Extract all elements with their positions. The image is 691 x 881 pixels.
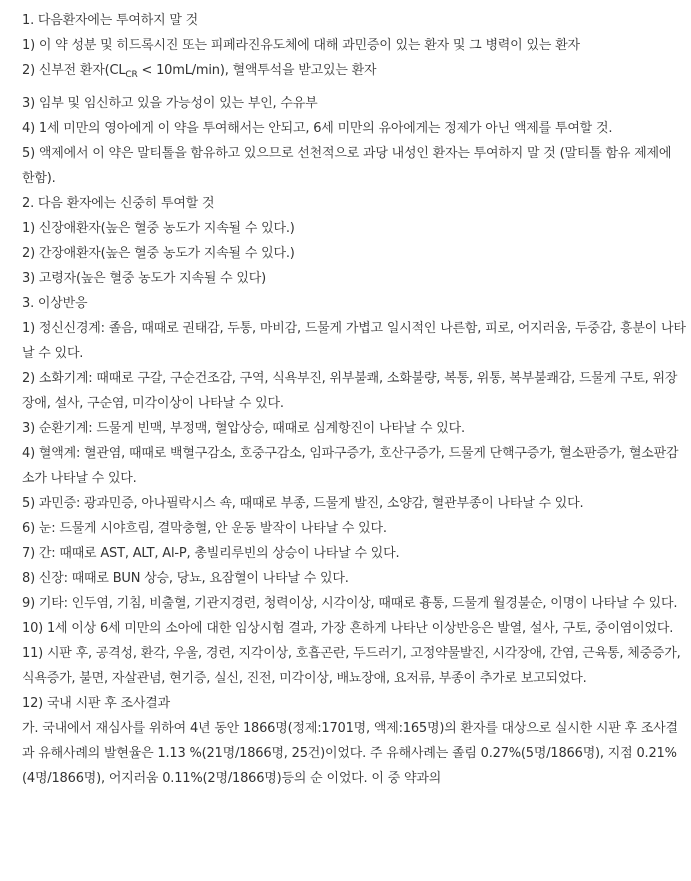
list-item-postmarketing-heading: 12) 국내 시판 후 조사결과 xyxy=(22,696,170,711)
list-item-renal-failure xyxy=(22,58,686,88)
list-item: 1) 정신신경계: 졸음, 때때로 권태감, 두통, 마비감, 드물게 가볍고 일시적인 나른함, 피로, 어지러움, 두중감, 흥분이 나타날 수 있다. xyxy=(22,321,686,361)
list-item: 3) 고령자(높은 혈중 농도가 지속될 수 있다) xyxy=(22,271,267,286)
document-body xyxy=(22,8,686,791)
list-item: 8) 신장: 때때로 BUN 상승, 당뇨, 요잠혈이 나타날 수 있다. xyxy=(22,571,349,586)
list-item: 4) 1세 미만의 영아에게 이 약을 투여해서는 안되고, 6세 미만의 유아에게는 정제가 아닌 액제를 투여할 것. xyxy=(22,121,613,136)
list-item-postmarketing-results: 가. 국내에서 재심사를 위하여 4년 동안 1866명(정제:1701명, 액제:165명)의 환자를 대상으로 실시한 시판 후 조사결과 유해사례의 발현율은 1.13 %(21명/1866명, 25건)이었다. 주 유해사례는 졸림 0.27%(5명/1866명), 지점 0.21%(4명/1866명), 어지러움 0.11%(2명/1866명)등의 순 이었다. 이 중 약과의 xyxy=(22,721,678,786)
list-item: 6) 눈: 드물게 시야흐림, 결막충혈, 안 운동 발작이 나타날 수 있다. xyxy=(22,521,387,536)
list-item: 2) 간장애환자(높은 혈중 농도가 지속될 수 있다.) xyxy=(22,246,295,261)
list-item: 5) 과민증: 광과민증, 아나필락시스 쇽, 때때로 부종, 드물게 발진, 소양감, 혈관부종이 나타날 수 있다. xyxy=(22,496,584,511)
list-item: 5) 액제에서 이 약은 말티톨을 함유하고 있으므로 선천적으로 과당 내성인 환자는 투여하지 말 것 (말티톨 함유 제제에 한함). xyxy=(22,146,672,186)
list-item: 4) 혈액계: 혈관염, 때때로 백혈구감소, 호중구감소, 임파구증가, 호산구증가, 드물게 단핵구증가, 혈소판증가, 혈소판감소가 나타날 수 있다. xyxy=(22,446,679,486)
section-heading-adverse-reactions: 3. 이상반응 xyxy=(22,296,88,311)
section-heading-caution: 2. 다음 환자에는 신중히 투여할 것 xyxy=(22,196,215,211)
list-item: 1) 신장애환자(높은 혈중 농도가 지속될 수 있다.) xyxy=(22,221,295,236)
section-heading-contraindications: 1. 다음환자에는 투여하지 말 것 xyxy=(22,13,199,28)
list-item: 1) 이 약 성분 및 히드록시진 또는 피페라진유도체에 대해 과민증이 있는 환자 및 그 병력이 있는 환자 xyxy=(22,38,580,53)
list-item: 10) 1세 이상 6세 미만의 소아에 대한 임상시험 결과, 가장 흔하게 나타난 이상반응은 발열, 설사, 구토, 중이염이었다. xyxy=(22,621,674,636)
list-item: 2) 소화기계: 때때로 구갈, 구순건조감, 구역, 식욕부진, 위부불쾌, 소화불량, 복통, 위통, 복부불쾌감, 드물게 구토, 위장장애, 설사, 구순염, 미각이상이 나타날 수 있다. xyxy=(22,371,678,411)
renal-text-prefix: 2) 신부전 환자(CL xyxy=(22,63,126,78)
list-item: 9) 기타: 인두염, 기침, 비출혈, 기관지경련, 청력이상, 시각이상, 때때로 흉통, 드물게 월경불순, 이명이 나타날 수 있다. xyxy=(22,596,678,611)
renal-text-subscript: CR xyxy=(125,70,138,80)
list-item: 7) 간: 때때로 AST, ALT, Al-P, 총빌리루빈의 상승이 나타날 수 있다. xyxy=(22,546,400,561)
list-item: 3) 순환기계: 드물게 빈맥, 부정맥, 혈압상승, 때때로 심계항진이 나타날 수 있다. xyxy=(22,421,465,436)
list-item: 3) 임부 및 임신하고 있을 가능성이 있는 부인, 수유부 xyxy=(22,96,318,111)
renal-text-suffix: < 10mL/min), 혈액투석을 받고있는 환자 xyxy=(137,63,377,78)
list-item: 11) 시판 후, 공격성, 환각, 우울, 경련, 지각이상, 호흡곤란, 두드러기, 고정약물발진, 시각장애, 간염, 근육통, 체중증가, 식욕증가, 불면, 자살관념, 현기증, 실신, 진전, 미각이상, 배뇨장애, 요저류, 부종이 추가로 보고되었다. xyxy=(22,646,681,686)
